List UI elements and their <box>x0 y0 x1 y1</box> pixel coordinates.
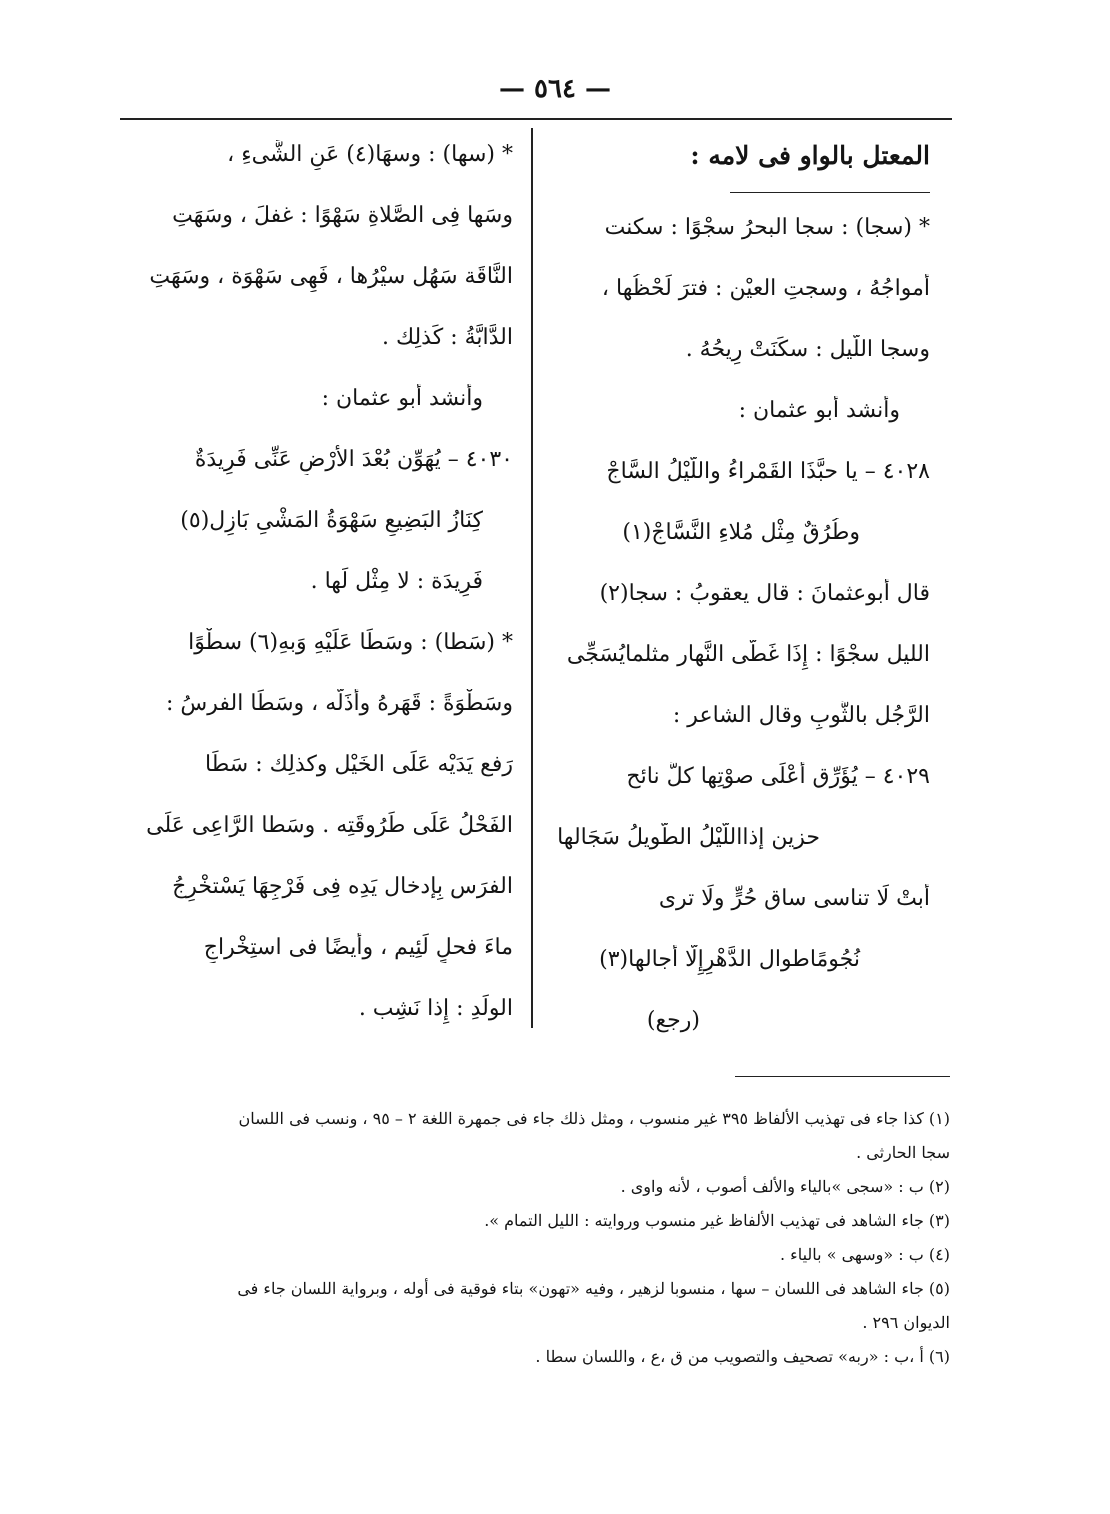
text-line: الولَدِ : إِذا نَشِب . <box>358 996 513 1021</box>
column-divider <box>531 128 533 1028</box>
footnote-line: (٥) جاء الشاهد فى اللسان – سها ، منسوبا لزهير ، وفيه «تهون» بتاء فوقية فى أوله ، وبرواية اللسان جاء فى <box>237 1279 950 1298</box>
heading-underline <box>730 192 930 193</box>
section-heading: المعتل بالواو فى لامه : <box>690 141 930 170</box>
text-line: ماءَ فحلٍ لَئِيم ، وأَيضًا فى استِخْراجِ <box>203 935 513 960</box>
text-line: وسَها فِى الصَّلاةِ سَهْوًا : غفلَ ، وسَهَتِ <box>172 203 513 228</box>
verse-line: كِنَازُ البَضِيعِ سَهْوَةُ المَشْىِ بَازِل(٥) <box>180 508 483 533</box>
text-line: رَفع يَدَيْه عَلَى الخَيْل وكذلِك : سَطَا <box>205 752 513 777</box>
top-rule <box>120 118 952 120</box>
verse-line: أَبتْ لَا تناسى ساق حُرٍّ ولَا ترى <box>658 886 930 911</box>
text-line: وسَطْوَةً : قَهَرهُ وأَذَلَّه ، وسَطَا الفرسُ : <box>166 691 513 716</box>
text-line: الدَّابَّةُ : كَذلِك . <box>381 325 513 350</box>
footnote-rule <box>735 1076 950 1077</box>
footnotes <box>130 1102 950 1374</box>
footnote-line: (٦) أ ،ب : «ربه» تصحيف والتصويب من ق ،ع ، واللسان سطا . <box>535 1347 950 1366</box>
return-note: (رجع) <box>646 1008 700 1033</box>
text-line: وأنشد أبو عثمان : <box>738 398 900 423</box>
text-line: الفَحْلُ عَلَى طَرُوقَتِه . وسَطا الرَّاعِى عَلَى <box>146 813 513 838</box>
text-line: * (سَطا) : وسَطَا عَلَيْهِ وَبهِ(٦) سطْوًا <box>188 630 513 655</box>
text-line: قال أبوعثمانَ : قال يعقوبُ : سجا(٢) <box>599 581 930 606</box>
text-line: وسجا اللَّيل : سكَنَتْ رِيحُهُ . <box>685 337 930 362</box>
text-line: الليل سجْوًا : إِذَا غَطَّى النَّهار مثلمايُسَجِّى <box>566 642 930 667</box>
text-line: الفرَس بِإدخال يَدِه فِى فَرْجِهَا يَسْتخْرِجُ <box>172 874 513 899</box>
text-line: * (سجا) : سجا البحرُ سجْوًا : سكنت <box>604 215 930 240</box>
footnote-line: (٢) ب : «سجى »بالياء والألف أصوب ، لأنه واوى . <box>620 1177 950 1196</box>
footnote-line: سجا الحارثى . <box>856 1143 950 1162</box>
verse-line: ٤٠٢٨ – يا حبَّذَا القَمْراءُ واللَّيْلُ السَّاجْ <box>606 459 930 484</box>
page-number: — ٥٦٤ — <box>498 74 612 104</box>
text-line: فَرِيدَة : لا مِثْل لَها . <box>310 569 483 594</box>
verse-line: ٤٠٣٠ – يُهَوِّن بُعْدَ الأَرْضِ عَنِّى فَرِيدَةٌ <box>194 447 513 472</box>
footnote-line: (١) كذا جاء فى تهذيب الألفاظ ٣٩٥ غير منسوب ، ومثل ذلك جاء فى جمهرة اللغة ٢ – ٩٥ ، ونسب فى اللسان <box>238 1109 950 1128</box>
verse-line: وطُرُقٌ مِثْل مُلاءِ النَّسَّاجْ(١) <box>622 520 860 545</box>
verse-line: نُجُومًاطوال الدَّهْرِإِلَّا أَجالها(٣) <box>599 947 860 972</box>
verse-line: حزين إذااللَّيْلُ الطَّويلُ سَجَالها <box>557 825 820 850</box>
verse-line: ٤٠٢٩ – يُؤَرِّق أَعْلَى صوْتِها كلَّ نائح <box>626 764 930 789</box>
text-line: أمواجُهُ ، وسجتِ العيْن : فترَ لَحْظُها ، <box>601 276 930 301</box>
footnote-line: الديوان ٢٩٦ . <box>862 1313 950 1332</box>
footnote-line: (٤) ب : «وسهى » بالياء . <box>780 1245 950 1264</box>
text-line: النَّاقَة سَهُل سيْرُها ، فَهِى سَهْوَة ، وسَهَتِ <box>149 264 513 289</box>
footnote-line: (٣) جاء الشاهد فى تهذيب الألفاظ غير منسوب وروايته : الليل التمام ». <box>484 1211 950 1230</box>
right-column <box>545 140 930 1067</box>
text-line: وأنشد أبو عثمان : <box>321 386 483 411</box>
left-column <box>128 140 513 1055</box>
text-line: * (سها) : وسهَا(٤) عَنِ الشَّىءِ ، <box>227 142 513 167</box>
text-line: الرَّجُل بالثَّوبِ وقال الشاعر : <box>672 703 930 728</box>
